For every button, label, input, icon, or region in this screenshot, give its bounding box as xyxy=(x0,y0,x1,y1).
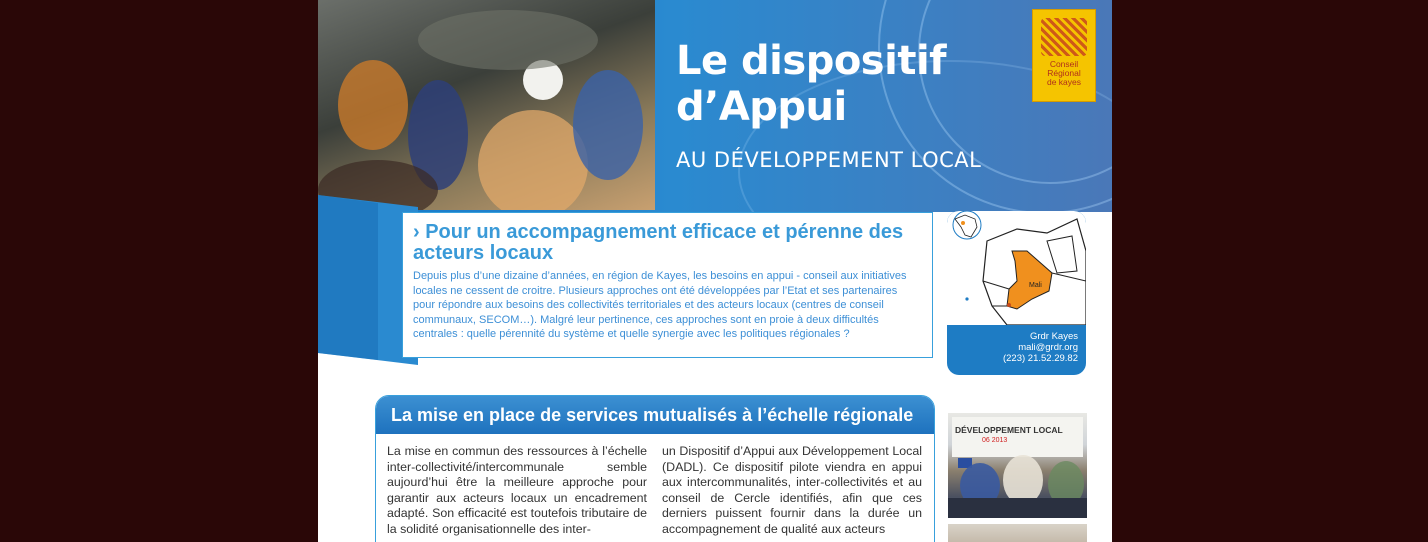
logo-text xyxy=(1033,60,1095,87)
intro-title: › Pour un accompagnement efficace et pérenne des acteurs locaux xyxy=(413,221,904,264)
section-mutualised-services xyxy=(375,395,935,542)
title-line: Le dispositif xyxy=(676,38,947,84)
title-line: d’Appui xyxy=(676,84,847,130)
contact-info xyxy=(1003,331,1078,364)
contact-phone: (223) 21.52.29.82 xyxy=(1002,353,1078,364)
regional-council-logo xyxy=(1032,9,1096,102)
location-card xyxy=(947,211,1086,375)
logo-line: de kayes xyxy=(1046,77,1082,87)
page-title xyxy=(676,38,946,130)
section-title: La mise en place de services mutualisés à l’échelle régionale xyxy=(376,396,934,434)
contact-email[interactable]: mali@grdr.org xyxy=(1018,342,1078,353)
brochure-page xyxy=(318,0,1112,542)
meeting-photo xyxy=(318,0,655,210)
mali-map xyxy=(947,211,1086,325)
signing-photo xyxy=(948,413,1087,518)
map-graphic xyxy=(947,211,1086,325)
map-label: Mali xyxy=(1029,282,1042,289)
intro-text: Depuis plus d’une dizaine d’années, en région de Kayes, les besoins en appui - conseil aux initiatives locales ne cessent de croitre. Plusieurs approches ont été développées par l’Etat et ses partenaires pour répondre aux besoins des collectivités territoriales et des acteurs locaux (centres de conseil communaux, SECOM…). Malgré leur pertinence, ces approches sont en proie à deux difficultés centrales : quelle pérennité du système et quelle synergie avec les politiques régionales ? xyxy=(413,270,907,340)
second-photo xyxy=(948,524,1087,542)
contact-org: Grdr Kayes xyxy=(1029,331,1078,342)
page-subtitle: AU DÉVELOPPEMENT LOCAL xyxy=(676,148,982,172)
sign-date: 06 2013 xyxy=(982,437,1008,444)
intro-box xyxy=(402,212,933,358)
sign-text: DÉVELOPPEMENT LOCAL xyxy=(955,425,1063,435)
logo-line: Conseil xyxy=(1049,59,1079,69)
logo-line: Régional xyxy=(1047,68,1081,78)
banner-sign xyxy=(952,417,1083,457)
africa-inset-icon xyxy=(953,211,981,239)
section-column-right: un Dispositif d’Appui aux Développement Local (DADL). Ce dispositif pilote viendra en appui aux intercommunalités, inter-collectivités et au conseil de Cercle identifiés, afin que ces derniers puissent fournir dans la durée un accompagnement de qualité aux acteurs xyxy=(662,444,922,536)
regional-council-emblem-icon xyxy=(1041,18,1087,56)
section-column-left: La mise en commun des ressources à l’échelle inter-collectivité/intercommunale semble aujourd’hui être la meilleure approche pour garantir aux acteurs locaux un encadrement adapté. Son efficacité est toutefois tributaire de la solidité organisationnelle des inter- xyxy=(387,444,647,536)
